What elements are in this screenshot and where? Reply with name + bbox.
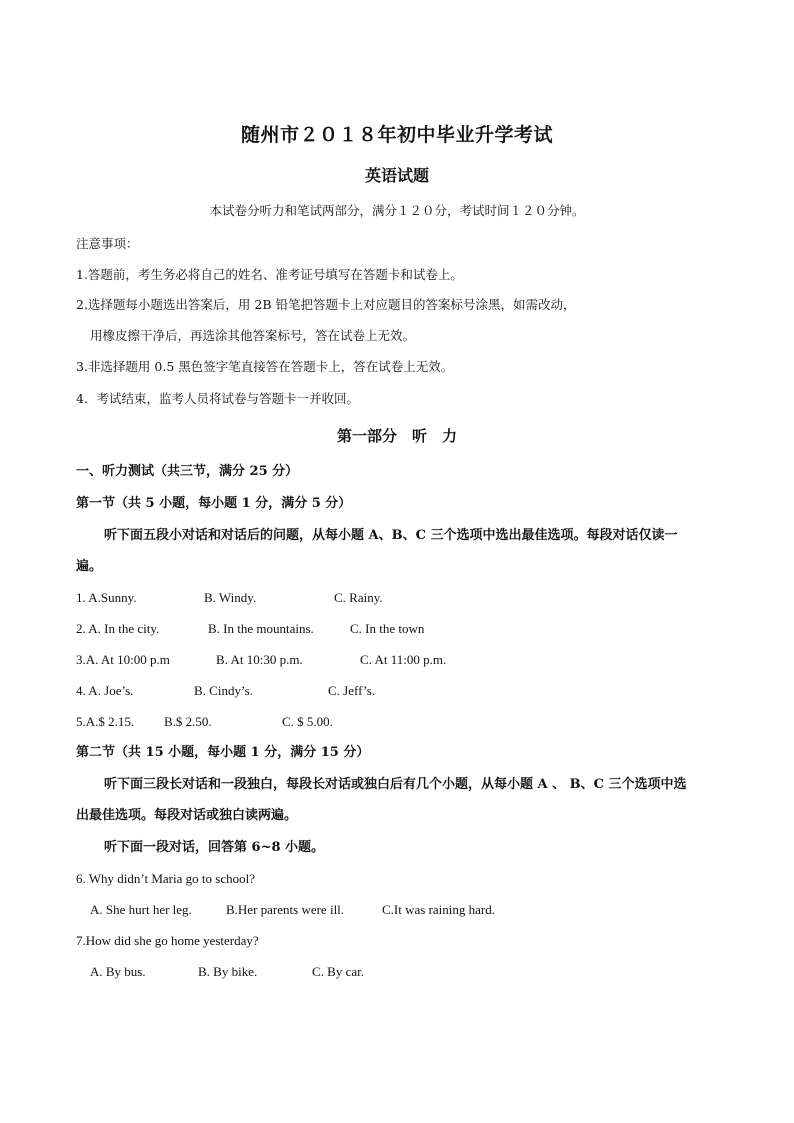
q5-option-c: C. $ 5.00. <box>282 714 333 729</box>
note-item-4: 4．考试结束，监考人员将试卷与答题卡一并收回。 <box>76 391 359 406</box>
q2-option-b: B. In the mountains. <box>208 621 314 636</box>
q2-option-a: 2. A. In the city. <box>76 621 160 636</box>
q1-option-b: B. Windy. <box>204 590 257 605</box>
sec2-heading: 第二节（共 15 小题，每小题 1 分，满分 15 分） <box>76 745 370 760</box>
exam-title: 随州市２０１８年初中毕业升学考试 <box>240 124 553 146</box>
note-item-3: 3.非选择题用 0.5 黑色签字笔直接答在答题卡上，答在试卷上无效。 <box>76 359 454 374</box>
q7-option-a: A. By bus. <box>90 964 146 979</box>
sec1-instruction-line1: 听下面五段小对话和对话后的问题，从每小题 A、B、C 三个选项中选出最佳选项。每段对话仅读一 <box>104 528 678 543</box>
q1-option-c: C. Rainy. <box>334 590 383 605</box>
q5-option-a: 5.A.$ 2.15. <box>76 714 135 729</box>
q5-option-b: B.$ 2.50. <box>164 714 212 729</box>
sec2-sub-instruction: 听下面一段对话，回答第 6~8 小题。 <box>104 840 325 855</box>
sec2-instruction-line1: 听下面三段长对话和一段独白，每段长对话或独白后有几个小题，从每小题 A 、 B、C 三个选项中选 <box>104 777 687 792</box>
note-item-2-cont: 用橡皮擦干净后，再选涂其他答案标号，答在试卷上无效。 <box>90 328 416 343</box>
q6-option-b: B.Her parents were ill. <box>226 902 345 917</box>
q7-option-b: B. By bike. <box>198 964 258 979</box>
q3-option-c: C. At 11:00 p.m. <box>360 652 447 667</box>
note-item-1: 1.答题前，考生务必将自己的姓名、准考证号填写在答题卡和试卷上。 <box>76 267 463 282</box>
sec2-instruction-line2: 出最佳选项。每段对话或独白读两遍。 <box>76 808 298 823</box>
q3-option-a: 3.A. At 10:00 p.m <box>76 652 170 667</box>
q2-option-c: C. In the town <box>350 621 425 636</box>
q7-option-c: C. By car. <box>312 964 364 979</box>
exam-subtitle: 英语试题 <box>364 166 429 185</box>
note-item-2: 2.选择题每小题选出答案后，用 2B 铅笔把答题卡上对应题目的答案标号涂黑，如需改动， <box>76 297 576 312</box>
sec1-heading: 第一节（共 5 小题，每小题 1 分，满分 5 分） <box>76 496 352 511</box>
section-heading: 一、听力测试（共三节，满分 25 分） <box>76 464 299 479</box>
notes-heading: 注意事项： <box>76 236 139 251</box>
q4-option-c: C. Jeff’s. <box>328 683 376 698</box>
exam-intro: 本试卷分听力和笔试两部分，满分１２０分，考试时间１２０分钟。 <box>209 203 585 218</box>
q6-option-a: A. She hurt her leg. <box>90 902 192 917</box>
q4-option-b: B. Cindy’s. <box>194 683 253 698</box>
part1-title: 第一部分 听 力 <box>336 427 457 445</box>
q3-option-b: B. At 10:30 p.m. <box>216 652 303 667</box>
q7-stem: 7.How did she go home yesterday? <box>76 933 259 948</box>
q6-option-c: C.It was raining hard. <box>382 902 496 917</box>
q4-option-a: 4. A. Joe’s. <box>76 683 134 698</box>
q6-stem: 6. Why didn’t Maria go to school? <box>76 871 255 886</box>
q1-option-a: 1. A.Sunny. <box>76 590 137 605</box>
sec1-instruction-line2: 遍。 <box>76 559 103 574</box>
